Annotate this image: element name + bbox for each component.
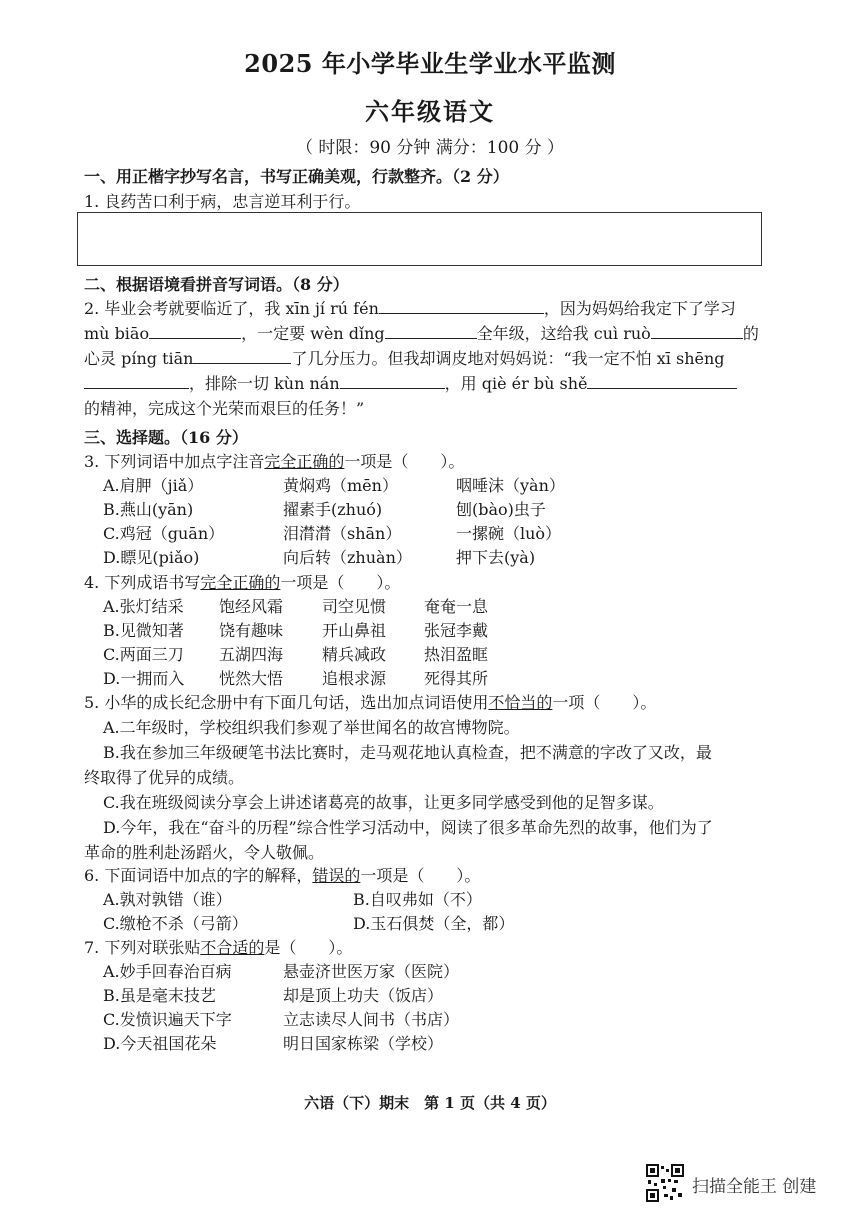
q3-option-3-0: D.瞟见(piǎo) bbox=[103, 548, 200, 567]
stem-text: 7. 下列对联张贴 bbox=[84, 938, 201, 957]
q4-option-1-1: 饶有趣味 bbox=[219, 621, 284, 640]
q6-option-c: C.缴枪不杀（弓箭） bbox=[103, 914, 248, 933]
q4-option-1-3: 张冠李戴 bbox=[424, 621, 489, 640]
q5-option-d-cont: 革命的胜利赴汤蹈火，令人敬佩。 bbox=[84, 843, 325, 862]
question-5-stem bbox=[84, 693, 656, 713]
exam-subtitle: 六年级语文 bbox=[365, 97, 495, 126]
exam-title: 2025 年小学毕业生学业水平监测 bbox=[244, 49, 616, 78]
q6-option-a: A.孰对孰错（谁） bbox=[103, 890, 232, 909]
q6-option-b: B.自叹弗如（不） bbox=[353, 890, 482, 909]
q2-text: 了几分压力。但我却调皮地对妈妈说：“我一定不怕 xī shēng bbox=[291, 349, 725, 368]
q4-option-2-2: 精兵减政 bbox=[322, 645, 387, 664]
q5-option-d: D.今年，我在“奋斗的历程”综合性学习活动中，阅读了很多革命先烈的故事，他们为了 bbox=[103, 818, 713, 837]
q2-text: ，因为妈妈给我定下了学习 bbox=[543, 299, 736, 318]
q7-option-0-1: 悬壶济世医万家（医院） bbox=[283, 962, 460, 981]
q4-option-3-2: 追根求源 bbox=[322, 669, 387, 688]
stem-text: 4. 下列成语书写 bbox=[84, 573, 201, 592]
blank-1[interactable] bbox=[379, 299, 544, 314]
q3-option-2-0: C.鸡冠（guān） bbox=[103, 524, 225, 543]
q7-option-2-0: C.发愤识遍天下字 bbox=[103, 1010, 232, 1029]
blank-6[interactable] bbox=[84, 374, 189, 389]
q3-option-2-1: 泪潸潸（shān） bbox=[283, 524, 402, 543]
exam-info: （ 时限：90 分钟 满分：100 分 ） bbox=[295, 138, 565, 158]
question-1: 1. 良药苦口利于病，忠言逆耳利于行。 bbox=[84, 192, 361, 211]
section3-heading: 三、选择题。（16 分） bbox=[84, 428, 248, 447]
q3-option-0-0: A.肩胛（jiǎ） bbox=[103, 476, 204, 495]
q7-option-2-1: 立志读尽人间书（书店） bbox=[283, 1010, 460, 1029]
q7-option-3-1: 明日国家栋梁（学校） bbox=[283, 1034, 444, 1053]
question-2-line-5: 的精神，完成这个光荣而艰巨的任务！” bbox=[84, 399, 365, 418]
q4-option-1-0: B.见微知著 bbox=[103, 621, 184, 640]
writing-box[interactable] bbox=[77, 212, 762, 266]
blank-5[interactable] bbox=[193, 349, 291, 364]
watermark-text: 扫描全能王 创建 bbox=[692, 1177, 817, 1197]
q4-option-3-3: 死得其所 bbox=[424, 669, 489, 688]
q4-option-0-2: 司空见惯 bbox=[322, 597, 387, 616]
q2-text: ，一定要 wèn dǐng bbox=[241, 324, 385, 343]
qr-code-icon bbox=[646, 1164, 684, 1202]
q4-option-0-3: 奄奄一息 bbox=[424, 597, 489, 616]
q3-option-0-1: 黄焖鸡（mēn） bbox=[283, 476, 398, 495]
stem-text: 一项是（ ）。 bbox=[344, 452, 465, 471]
stem-underlined: 完全正确的 bbox=[264, 452, 345, 471]
q6-option-d: D.玉石俱焚（全，都） bbox=[353, 914, 515, 933]
q4-option-3-1: 恍然大悟 bbox=[219, 669, 284, 688]
question-4-stem bbox=[84, 573, 400, 593]
blank-4[interactable] bbox=[651, 324, 743, 339]
question-3-stem bbox=[84, 452, 464, 472]
q2-text: 心灵 píng tiān bbox=[84, 349, 194, 368]
question-2-line-4 bbox=[84, 374, 737, 394]
stem-underlined: 错误的 bbox=[312, 866, 361, 885]
q7-option-1-1: 却是顶上功夫（饭店） bbox=[283, 986, 444, 1005]
q3-option-1-2: 刨(bào)虫子 bbox=[456, 500, 546, 519]
question-7-stem bbox=[84, 938, 352, 958]
q2-text: 2. 毕业会考就要临近了，我 xīn jí rú fén bbox=[84, 299, 379, 318]
q3-option-3-2: 押下去(yà) bbox=[456, 548, 536, 567]
q4-option-2-1: 五湖四海 bbox=[219, 645, 284, 664]
q7-option-0-0: A.妙手回春治百病 bbox=[103, 962, 232, 981]
question-2-line-1 bbox=[84, 299, 736, 319]
q4-option-2-3: 热泪盈眶 bbox=[424, 645, 489, 664]
q7-option-3-0: D.今天祖国花朵 bbox=[103, 1034, 217, 1053]
q2-text: 全年级，这给我 cuì ruò bbox=[476, 324, 651, 343]
q4-option-0-0: A.张灯结采 bbox=[103, 597, 184, 616]
q3-option-2-2: 一摞碗（luò） bbox=[456, 524, 562, 543]
blank-2[interactable] bbox=[149, 324, 241, 339]
q4-option-3-0: D.一拥而入 bbox=[103, 669, 185, 688]
stem-text: 一项（ ）。 bbox=[552, 693, 657, 712]
stem-text: 是（ ）。 bbox=[264, 938, 353, 957]
q3-option-1-1: 擢素手(zhuó) bbox=[283, 500, 383, 519]
blank-7[interactable] bbox=[340, 374, 445, 389]
q2-text: ，用 qiè ér bù shě bbox=[444, 374, 588, 393]
q5-option-a: A.二年级时，学校组织我们参观了举世闻名的故宫博物院。 bbox=[103, 718, 520, 737]
stem-text: 5. 小华的成长纪念册中有下面几句话，选出加点词语使用 bbox=[84, 693, 489, 712]
page-footer: 六语（下）期末 第 1 页（共 4 页） bbox=[304, 1094, 556, 1112]
q5-option-b: B.我在参加三年级硬笔书法比赛时，走马观花地认真检查，把不满意的字改了又改，最 bbox=[103, 743, 712, 762]
q2-text: 的 bbox=[742, 324, 759, 343]
question-2-line-3 bbox=[84, 349, 725, 369]
section1-heading: 一、用正楷字抄写名言，书写正确美观，行款整齐。（2 分） bbox=[84, 167, 509, 186]
q4-option-0-1: 饱经风霜 bbox=[219, 597, 284, 616]
stem-underlined: 不恰当的 bbox=[488, 693, 553, 712]
stem-text: 6. 下面词语中加点的字的解释， bbox=[84, 866, 313, 885]
question-2-line-2 bbox=[84, 324, 759, 344]
stem-text: 一项是（ ）。 bbox=[360, 866, 481, 885]
q3-option-0-2: 咽唾沫（yàn） bbox=[456, 476, 565, 495]
q4-option-2-0: C.两面三刀 bbox=[103, 645, 184, 664]
q2-text: mù biāo bbox=[84, 324, 150, 343]
stem-text: 3. 下列词语中加点字注音 bbox=[84, 452, 265, 471]
question-6-stem bbox=[84, 866, 480, 886]
q5-option-b-cont: 终取得了优异的成绩。 bbox=[84, 768, 245, 787]
q4-option-1-2: 开山鼻祖 bbox=[322, 621, 387, 640]
q5-option-c: C.我在班级阅读分享会上讲述诸葛亮的故事，让更多同学感受到他的足智多谋。 bbox=[103, 793, 664, 812]
blank-8[interactable] bbox=[587, 374, 737, 389]
stem-underlined: 不合适的 bbox=[200, 938, 265, 957]
stem-text: 一项是（ ）。 bbox=[280, 573, 401, 592]
q7-option-1-0: B.虽是毫末技艺 bbox=[103, 986, 216, 1005]
q3-option-3-1: 向后转（zhuàn） bbox=[283, 548, 412, 567]
q3-option-1-0: B.燕山(yān) bbox=[103, 500, 194, 519]
blank-3[interactable] bbox=[385, 324, 477, 339]
q2-text: ，排除一切 kùn nán bbox=[189, 374, 340, 393]
stem-underlined: 完全正确的 bbox=[200, 573, 281, 592]
section2-heading: 二、根据语境看拼音写词语。（8 分） bbox=[84, 275, 349, 294]
